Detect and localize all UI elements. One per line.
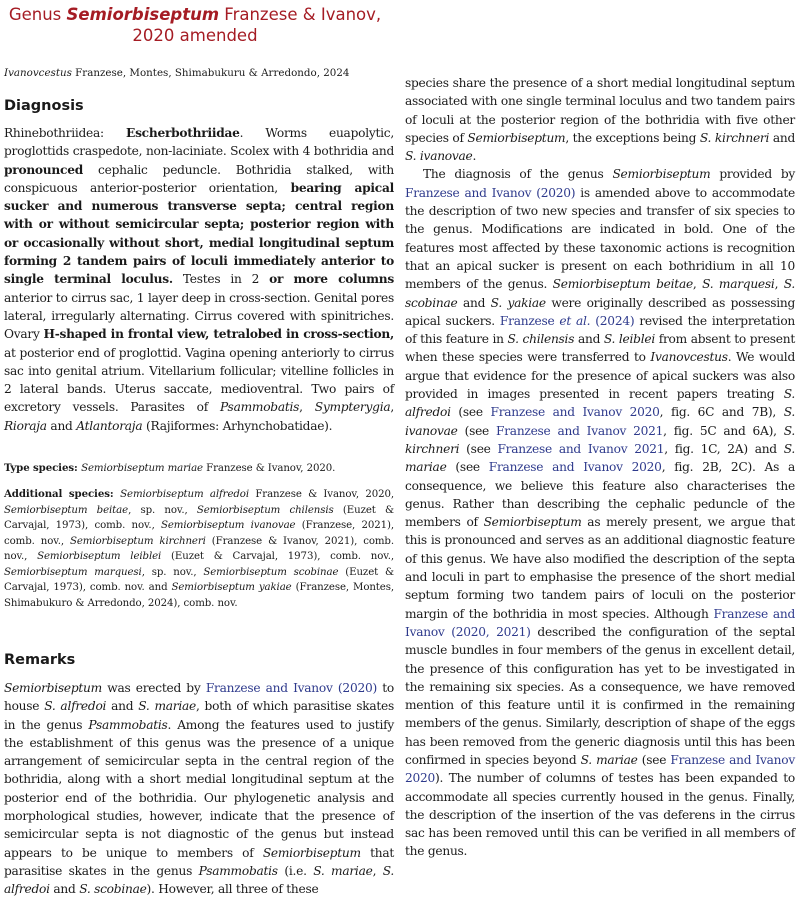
taxon-name: S. mariae <box>138 699 196 714</box>
taxon-name: Semiorbiseptum <box>467 130 566 145</box>
remarks-paragraph-1-right <box>405 74 795 165</box>
taxon-name: S. alfredoi <box>405 387 795 420</box>
text: ). However, all three of these <box>146 882 319 897</box>
text: (Euzet & Carvajal, 1973), comb. nov., <box>4 504 395 531</box>
taxon-name: Semiorbiseptum marquesi <box>4 566 142 578</box>
text: , fig. 6C and 7B), <box>659 405 784 420</box>
text: was erected by <box>101 681 206 695</box>
text: (Euzet & Carvajal, 1973), comb. nov., <box>161 551 394 562</box>
title-suffix: Franzese & Ivanov, 2020 amended <box>132 5 382 45</box>
text: , <box>774 277 784 292</box>
text: (see <box>450 405 491 420</box>
text: , <box>390 400 394 415</box>
text: , both of which parasitise skates in the genus <box>4 699 394 732</box>
text: described the configuration of the septal muscle bundles in four members of the genus in excellent detail, the presence of this configuration has yet to be investigated in the remaining six species. As a consequence, we have removed mention of this feature until it is confirmed in the remaining members of the genus. Similarly, description of shape of the eggs has been removed from the generic diagnosis until this has been confirmed in species beyond <box>405 624 796 767</box>
taxon-name: Semiorbiseptum <box>612 167 711 182</box>
text: and <box>574 332 604 347</box>
text: as merely present, we argue that this is pronounced and serves as an additional diagnostic feature of this genus. We have also modified the description of the septa and loculi in part to emphasise the presence of the short medial septum forming two tandem pairs of loculi on the posterior margin of the bothridia in most species. Although <box>405 515 795 621</box>
text: Testes in 2 <box>172 272 270 287</box>
text: at posterior end of proglottid. Vagina opening anteriorly to cirrus sac into genital atrium. Vitellarium follicular; vitelline follicles in 2 lateral bands. Uterus saccate, medioventral. Two pairs of excretory vessels. Parasites of <box>4 345 394 415</box>
text: from absent to present when these species were transferred to <box>405 332 796 365</box>
taxon-name: S. mariae <box>313 863 373 878</box>
text: (Franzese & Ivanov, 2021), comb. nov., <box>4 535 394 562</box>
taxon-name: Rioraja <box>4 418 47 433</box>
text: , <box>372 863 383 878</box>
taxon-name: Psammobatis <box>198 863 278 878</box>
synonym-authority: Franzese, Montes, Shimabukuru & Arredondo, 2024 <box>71 67 350 79</box>
text: and <box>106 699 139 714</box>
text: (see <box>459 441 498 456</box>
taxon-name: S. alfredoi <box>4 863 394 897</box>
text: Rhinebothriidea: <box>4 126 127 140</box>
taxon-name: S. chilensis <box>507 332 575 347</box>
taxon-name: S. mariae <box>580 752 638 767</box>
citation-link[interactable]: Franzese and Ivanov 2021 <box>497 441 665 456</box>
synonym-line <box>4 66 394 80</box>
title-prefix: Genus <box>8 5 67 24</box>
text: revised the interpretation of this feature in <box>405 313 796 347</box>
text: provided by <box>710 167 796 182</box>
citation-link[interactable]: et al. <box>559 313 591 328</box>
text: . <box>472 149 477 164</box>
citation-link[interactable]: Franzese and Ivanov 2021 <box>496 423 664 438</box>
text: is amended above to accommodate the description of two new species and transfer of six species to the genus. Modifications are indicated in bold. One of the features most affected by these taxonomic actions is recognition that an apical sucker is present on each bothridium in all 10 members of the genus. <box>405 185 795 292</box>
text: that parasitise skates in the genus <box>4 845 394 878</box>
bold-text: Escherbothriidae <box>126 126 240 140</box>
taxon-name: Psammobatis <box>219 400 300 415</box>
text: and <box>457 295 491 310</box>
citation-link[interactable]: Franzese and Ivanov 2020 <box>405 752 795 786</box>
taxon-name: Sympterygia <box>314 400 391 415</box>
section-title <box>0 4 390 46</box>
diagnosis-heading: Diagnosis <box>4 98 84 114</box>
text: and <box>769 130 795 145</box>
text: . Worms euapolytic, proglottids craspedote, non-laciniate. Scolex with 4 bothridia and <box>4 126 394 159</box>
taxon-name: Atlantoraja <box>76 418 143 433</box>
text: , sp. nov., <box>128 504 197 516</box>
taxon-name: S. scobinae <box>405 277 796 310</box>
taxon-name: S. ivanovae <box>405 149 473 164</box>
citation-link[interactable]: Franzese and Ivanov 2020 <box>488 460 662 475</box>
taxon-name: Semiorbiseptum yakiae <box>171 582 292 593</box>
taxon-name: S. yakiae <box>490 295 546 310</box>
text: , the exceptions being <box>565 130 700 145</box>
bold-text: bearing apical sucker and numerous transverse septa; central region with or without semicircular septa; posterior region with or occasionally without short, medial longitudinal septum forming 2 tandem pairs of loculi immediately anterior to single terminal loculus. <box>4 180 394 287</box>
taxon-name: S. scobinae <box>79 882 147 897</box>
text: to house <box>4 681 395 714</box>
text: . We would argue that evidence for the presence of apical suckers was also provided in images presented in recent papers treating <box>405 350 796 402</box>
text: (see <box>457 423 497 438</box>
citation-link[interactable]: Franzese and Ivanov (2020) <box>205 681 377 695</box>
type-species <box>4 461 394 477</box>
citation-link[interactable]: Franzese and Ivanov 2020 <box>490 405 660 420</box>
text: (i.e. <box>277 863 314 878</box>
remarks-paragraph-2 <box>405 165 795 860</box>
taxon-name: S. mariae <box>405 441 796 475</box>
text: Franzese & Ivanov, 2020, <box>249 489 395 500</box>
taxon-name: Semiorbiseptum beitae <box>4 504 129 516</box>
text: , <box>692 277 703 292</box>
citation-link[interactable]: Franzese and Ivanov (2020, 2021) <box>405 606 796 639</box>
text: , fig. 1C, 2A) and <box>664 441 784 456</box>
remarks-paragraph-1-left <box>4 679 394 899</box>
bold-text: pronounced <box>4 162 83 177</box>
taxon-name: Ivanovcestus <box>650 350 728 365</box>
taxon-name: S. kirchneri <box>405 423 796 456</box>
taxon-name: S. marquesi <box>702 277 775 292</box>
taxon-name: Semiorbiseptum leiblei <box>37 551 162 562</box>
text: , fig. 5C and 6A), <box>663 423 784 438</box>
text: (see <box>637 752 671 767</box>
citation-link[interactable]: Franzese and Ivanov (2020) <box>405 185 576 200</box>
right-column <box>405 74 795 861</box>
taxon-name: Semiorbiseptum <box>4 681 102 695</box>
citation-link[interactable]: Franzese <box>499 313 560 328</box>
text: ). The number of columns of testes has been expanded to accommodate all species currently housed in the genus. Finally, the description of the insertion of the vas deferens in the cirrus sac has been removed until this can be verified in all members of the genus. <box>405 771 795 859</box>
bold-text: or more columns <box>269 272 394 287</box>
text: species share the presence of a short medial longitudinal septum associated with one single terminal loculus and two tandem pairs of loculi at the posterior region of the bothridia with five other species of <box>405 76 795 145</box>
remarks-heading: Remarks <box>4 652 76 668</box>
text: (Franzese, Montes, Shimabukuro & Arredondo, 2024), comb. nov. <box>4 582 394 609</box>
taxon-name: Semiorbiseptum alfredoi <box>120 489 249 500</box>
taxon-name: Semiorbiseptum beitae <box>552 277 693 292</box>
text: , fig. 2B, 2C). As a consequence, we believe this feature also characterises the genus. Rather than describing the cephalic peduncle of the members of <box>405 460 795 530</box>
taxon-name: Semiorbiseptum ivanovae <box>160 520 296 531</box>
title-genus: Semiorbiseptum <box>66 5 220 24</box>
text: and <box>49 882 80 897</box>
text: The diagnosis of the genus <box>423 167 613 182</box>
taxon-name: Semiorbiseptum <box>483 515 582 530</box>
text: and <box>46 418 77 433</box>
text: . Among the features used to justify the establishment of this genus was the presence of a unique arrangement of semicircular septa in the central region of the bothridia, along with a short medial longitudinal septum at the posterior end of the bothridia. Our phylogenetic analysis and morphological studies, however, indicate that the presence of semicircular septa is not diagnostic of the genus but instead appears to be unique to members of <box>4 717 394 860</box>
text: cephalic peduncle. Bothridia stalked, with conspicuous anterior-posterior orientation, <box>4 162 394 195</box>
text: (Rajiformes: Arhynchobatidae). <box>142 418 333 433</box>
taxon-name: S. alfredoi <box>44 699 107 714</box>
diagnosis-text <box>4 124 394 435</box>
type-species-authority: Franzese & Ivanov, 2020. <box>202 463 336 474</box>
text: anterior to cirrus sac, 1 layer deep in cross-section. Genital pores lateral, irregularly alternating. Cirrus covered with spinitriches. Ovary <box>4 290 394 342</box>
taxon-name: S. leiblei <box>603 332 655 347</box>
taxon-name: S. ivanovae <box>405 405 795 438</box>
bold-text: H-shaped in frontal view, tetralobed in cross-section, <box>43 327 394 342</box>
text: (Franzese, 2021), comb. nov., <box>4 520 394 547</box>
taxon-name: Semiorbiseptum chilensis <box>196 504 334 516</box>
taxon-name: Psammobatis <box>88 717 168 732</box>
bold-text: Additional species: <box>4 488 121 500</box>
text: , <box>299 400 315 415</box>
text: , sp. nov., <box>141 566 204 578</box>
taxon-name: Semiorbiseptum <box>262 845 361 860</box>
text: (Euzet & Carvajal, 1973), comb. nov. and <box>4 566 394 593</box>
type-species-name: Semiorbiseptum mariae <box>81 463 203 474</box>
taxon-name: Semiorbiseptum kirchneri <box>69 535 206 547</box>
taxon-name: Semiorbiseptum scobinae <box>203 566 339 578</box>
text: were originally described as possessing apical suckers. <box>405 295 796 328</box>
taxon-name: S. kirchneri <box>699 130 770 145</box>
citation-link[interactable]: (2024) <box>590 313 635 328</box>
additional-species <box>4 487 394 611</box>
type-species-label: Type species: <box>4 462 82 474</box>
synonym-genus: Ivanovcestus <box>4 67 72 79</box>
text: (see <box>446 460 489 475</box>
